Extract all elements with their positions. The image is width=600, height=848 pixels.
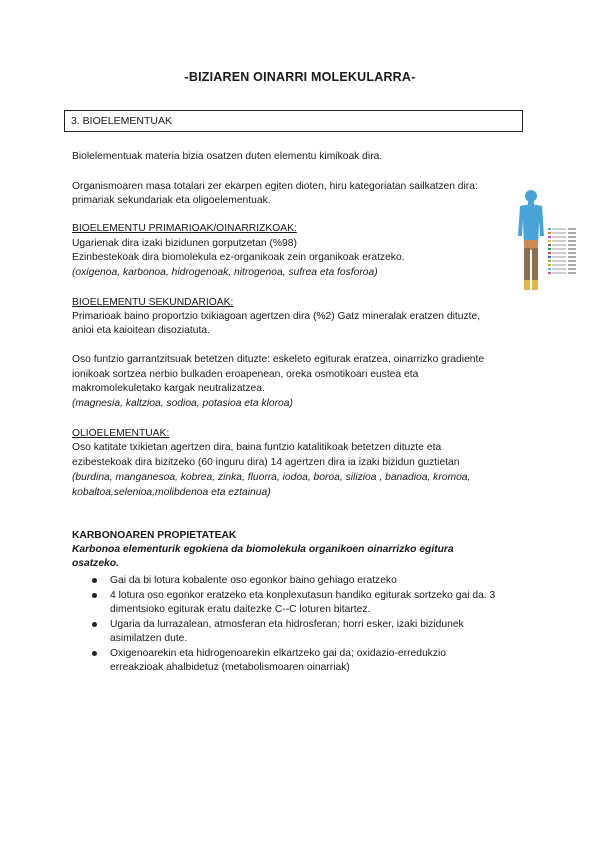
oligo-heading: OLIOELEMENTUAK: xyxy=(72,428,170,439)
carbon-heading: KARBONOAREN PROPIETATEAK xyxy=(72,530,237,541)
list-item-line-1: 4 lotura oso egonkor eratzeko eta konplexutasun handiko egiturak sortzeko gai da. 3 xyxy=(110,589,496,601)
list-item-line-1: Ugaria da lurrazalean, atmosferan eta hidrosferan; horri esker, izaki bizidunek xyxy=(110,618,464,630)
carbon-subtitle-line-1: Karbonoa elementurik egokiena da biomolekula organikoen oinarrizko egitura xyxy=(72,544,454,555)
page-title: -BIZIAREN OINARRI MOLEKULARRA- xyxy=(184,70,416,84)
secondary-line-1: Primarioak baino proportzio txikiagoan agertzen dira (%2) Gatz mineralak eratzen dituzte, xyxy=(72,311,481,322)
oligo-examples-line-1: (burdina, manganesoa, kobrea, zinka, fluorra, iodoa, boroa, silizioa , banadioa, kromoa, xyxy=(72,472,471,483)
secondary-heading: BIOELEMENTU SEKUNDARIOAK: xyxy=(72,297,234,308)
oligo-line-2: ezibestekoak dira bizitzeko (60 inguru dira) 14 agertzen dira ia izaki bizidun guztietan xyxy=(72,457,460,468)
primary-line-1: Ugarienak dira izaki bizidunen gorputzetan (%98) xyxy=(72,238,297,249)
intro-paragraph: Biolelementuak materia bizia osatzen duten elementu kimikoak dira. xyxy=(72,151,383,162)
list-item xyxy=(72,574,522,589)
secondary-line-2: anioi eta kaioitean disoziatuta. xyxy=(72,325,210,336)
carbon-properties-list xyxy=(72,574,522,676)
secondary-examples: (magnesia, kaltzioa, sodioa, potasioa eta kloroa) xyxy=(72,398,293,409)
carbon-subtitle-line-2: osatzeko. xyxy=(72,558,119,569)
primary-line-2: Ezinbestekoak dira biomolekula ez-organikoak zein organikoak eratzeko. xyxy=(72,252,405,263)
bullet-icon xyxy=(92,651,97,656)
primary-examples: (oxigenoa, karbonoa, hidrogenoak, nitrogenoa, sufrea eta fosforoa) xyxy=(72,267,378,278)
list-item-line-2: dimentsioko egiturak eratu daitezke C--C loturen bitartez. xyxy=(110,604,371,615)
intro-classification-line-2: primariak sekundariak eta oligoelementuak. xyxy=(72,195,271,206)
bullet-icon xyxy=(92,622,97,627)
bullet-icon xyxy=(92,593,97,598)
secondary-line-4: ionikoak sortzea nerbio bulkaden eroapenean, oreka osmotikoari eustea eta xyxy=(72,369,419,380)
intro-classification-line-1: Organismoaren masa totalari zer ekarpen egiten dioten, hiru kategoriatan sailkatzen dira: xyxy=(72,181,478,192)
list-item xyxy=(72,618,522,647)
primary-heading: BIOELEMENTU PRIMARIOAK/OINARRIZKOAK: xyxy=(72,223,297,234)
list-item-line-2: erreakzioak ahalbidetuz (metabolismoaren oinarriak) xyxy=(110,662,350,673)
secondary-line-3: Oso funtzio garrantzitsuak betetzen dituzte: eskeleto egiturak eratzea, oinarrizko gradiente xyxy=(72,354,485,365)
list-item-line-1: Gai da bi lotura kobalente oso egonkor baino gehiago eratzeko xyxy=(110,575,397,586)
secondary-line-5: makromolekuletako kargak neutralizatzea. xyxy=(72,383,265,394)
bullet-icon xyxy=(92,578,97,583)
section-heading-box: 3. BIOELEMENTUAK xyxy=(64,110,523,132)
list-item xyxy=(72,647,522,676)
oligo-line-1: Oso katitate txikietan agertzen dira, baina funtzio katalitikoak betetzen dituzte eta xyxy=(72,442,442,453)
list-item xyxy=(72,589,522,618)
list-item-line-2: asimilatzen dute. xyxy=(110,633,188,644)
body-silhouette xyxy=(518,190,544,290)
list-item-line-1: Oxigenoarekin eta hidrogenoarekin elkartzeko gai da; oxidazio-erredukzio xyxy=(110,647,446,659)
composition-legend xyxy=(548,228,576,274)
oligo-examples-line-2: kobaltoa,selenioa,molibdenoa eta eztainua) xyxy=(72,487,271,498)
human-body-figure xyxy=(514,188,582,300)
